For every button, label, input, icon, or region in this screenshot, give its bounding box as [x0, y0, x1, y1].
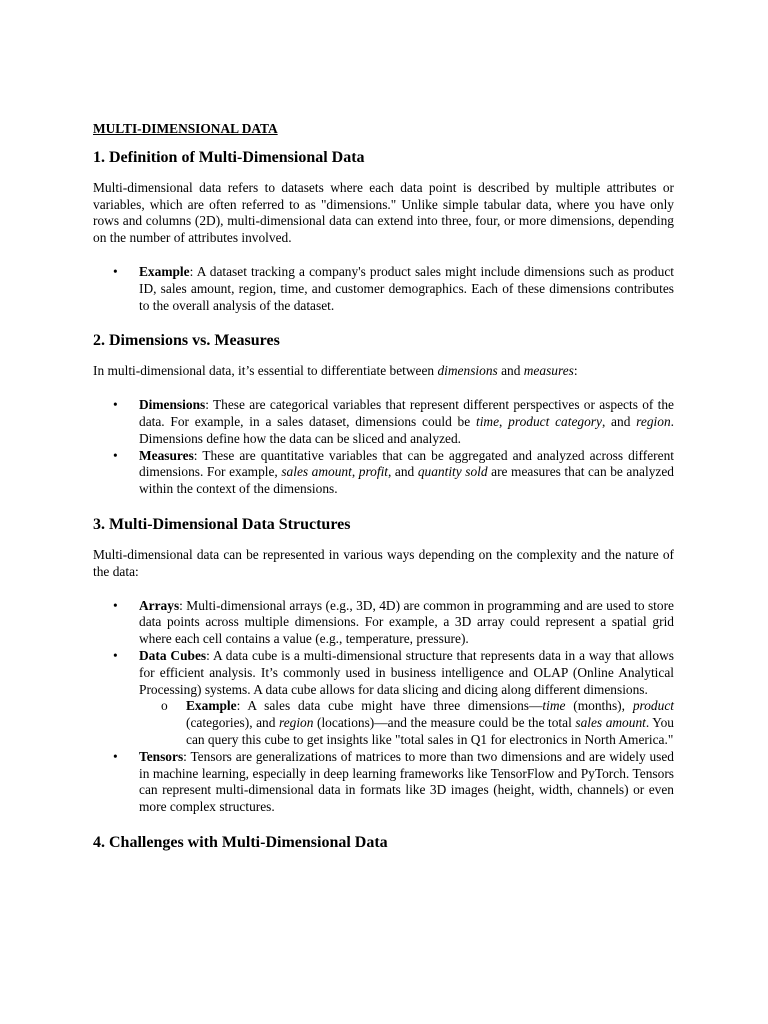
section-2-heading: 2. Dimensions vs. Measures: [93, 332, 280, 350]
section-2-list: [93, 397, 674, 498]
data-cubes-text: : A data cube is a multi-dimensional structure that represents data in a way that allows for efficient analysis. It’s commonly used in business intelligence and OLAP (Online Analytical Processing) systems. A data cube allows for data slicing and dicing along different dimensions.: [139, 647, 674, 697]
cube-example-text: (months),: [565, 698, 633, 714]
cube-example-text: (categories), and: [186, 715, 279, 731]
measures-profit: profit: [358, 464, 389, 480]
cube-example-text: . You can query this cube to get insights like "total sales in Q1 for electronics in North America.": [186, 715, 674, 747]
dimensions-product: product category: [508, 413, 602, 429]
cube-example-time: time: [542, 698, 566, 714]
bullet-marker: •: [113, 447, 118, 463]
cube-example-product: product: [632, 698, 674, 714]
cube-example-term: Example: [186, 698, 237, 714]
measures-text: , and: [388, 464, 418, 480]
measures-term: Measures: [139, 447, 194, 463]
tensors-term: Tensors: [139, 748, 184, 764]
intro-text: and: [497, 363, 524, 379]
sub-list-item: [139, 698, 674, 748]
dimensions-text: : These are categorical variables that represent different perspectives or aspects of the data. For example, in a sales dataset, dimensions could be: [139, 397, 674, 429]
intro-text: In multi-dimensional data, it’s essential to differentiate between: [93, 363, 438, 379]
list-item: [93, 749, 674, 816]
data-cubes-sublist: [139, 698, 674, 748]
data-cubes-term: Data Cubes: [139, 647, 207, 663]
arrays-text: : Multi-dimensional arrays (e.g., 3D, 4D) are common in programming and are used to store data points across multiple dimensions. For example, a 3D array could represent a spatial grid where each cell contains a value (e.g., temperature, pressure).: [139, 597, 674, 647]
list-item: [93, 598, 674, 648]
section-1-heading: 1. Definition of Multi-Dimensional Data: [93, 148, 365, 166]
section-3-list: [93, 598, 674, 816]
section-1-paragraph: Multi-dimensional data refers to datasets where each data point is described by multiple attributes or variables, which are often referred to as "dimensions." Unlike simple tabular data, where you have only rows and columns (2D), multi-dimensional data can extend into three, four, or more dimensions, depending on the number of attributes involved.: [93, 179, 674, 246]
bullet-marker: •: [113, 263, 118, 279]
bullet-marker: •: [113, 647, 118, 663]
bullet-marker: •: [113, 748, 118, 764]
section-1-list: [93, 264, 674, 314]
dimensions-text: . Dimensions define how the data can be sliced and analyzed.: [139, 413, 674, 446]
dimensions-text: , and: [601, 413, 637, 429]
dimensions-text: ,: [499, 413, 509, 429]
measures-text: ,: [351, 464, 359, 480]
list-item: [93, 397, 674, 447]
arrays-term: Arrays: [139, 597, 180, 613]
cube-example-sales-amount: sales amount: [575, 715, 646, 731]
measures-text: are measures that can be analyzed within the context of the dimensions.: [139, 464, 674, 497]
list-item: [93, 648, 674, 749]
measures-text: : These are quantitative variables that can be aggregated and analyzed across different dimensions. For example,: [139, 447, 674, 480]
dimensions-term: Dimensions: [139, 397, 206, 413]
list-item: [93, 448, 674, 498]
document-title: MULTI-DIMENSIONAL DATA: [93, 121, 278, 136]
intro-text: :: [573, 363, 578, 379]
section-2-intro: [93, 363, 674, 380]
measures-sales-amount: sales amount: [281, 464, 352, 480]
sub-bullet-marker: o: [161, 698, 168, 714]
section-4-heading: 4. Challenges with Multi-Dimensional Data: [93, 833, 388, 851]
intro-measures: measures: [523, 363, 574, 379]
section-3-paragraph: Multi-dimensional data can be represented in various ways depending on the complexity and the nature of the data:: [93, 546, 674, 579]
cube-example-text: (locations)—and the measure could be the total: [313, 715, 576, 731]
measures-quantity-sold: quantity sold: [417, 464, 488, 480]
cube-example-text: : A sales data cube might have three dimensions—: [236, 698, 543, 714]
section-3-heading: 3. Multi-Dimensional Data Structures: [93, 515, 351, 533]
intro-dimensions: dimensions: [437, 363, 498, 379]
tensors-text: : Tensors are generalizations of matrices to more than two dimensions and are widely used in machine learning, especially in deep learning frameworks like TensorFlow and PyTorch. Tensors can represent multi-dimensional data in formats like 3D images (height, width, channels) or even more complex structures.: [139, 748, 674, 815]
example-term: Example: [139, 263, 190, 279]
cube-example-region: region: [278, 715, 314, 731]
dimensions-region: region: [636, 413, 671, 429]
document-page: [93, 121, 674, 865]
list-item: [93, 264, 674, 314]
bullet-marker: •: [113, 597, 118, 613]
example-text: : A dataset tracking a company's product sales might include dimensions such as product ID, sales amount, region, time, and customer demographics. Each of these dimensions contributes to the overall analysis of the dataset.: [139, 263, 674, 313]
dimensions-time: time: [475, 413, 500, 429]
bullet-marker: •: [113, 397, 118, 413]
